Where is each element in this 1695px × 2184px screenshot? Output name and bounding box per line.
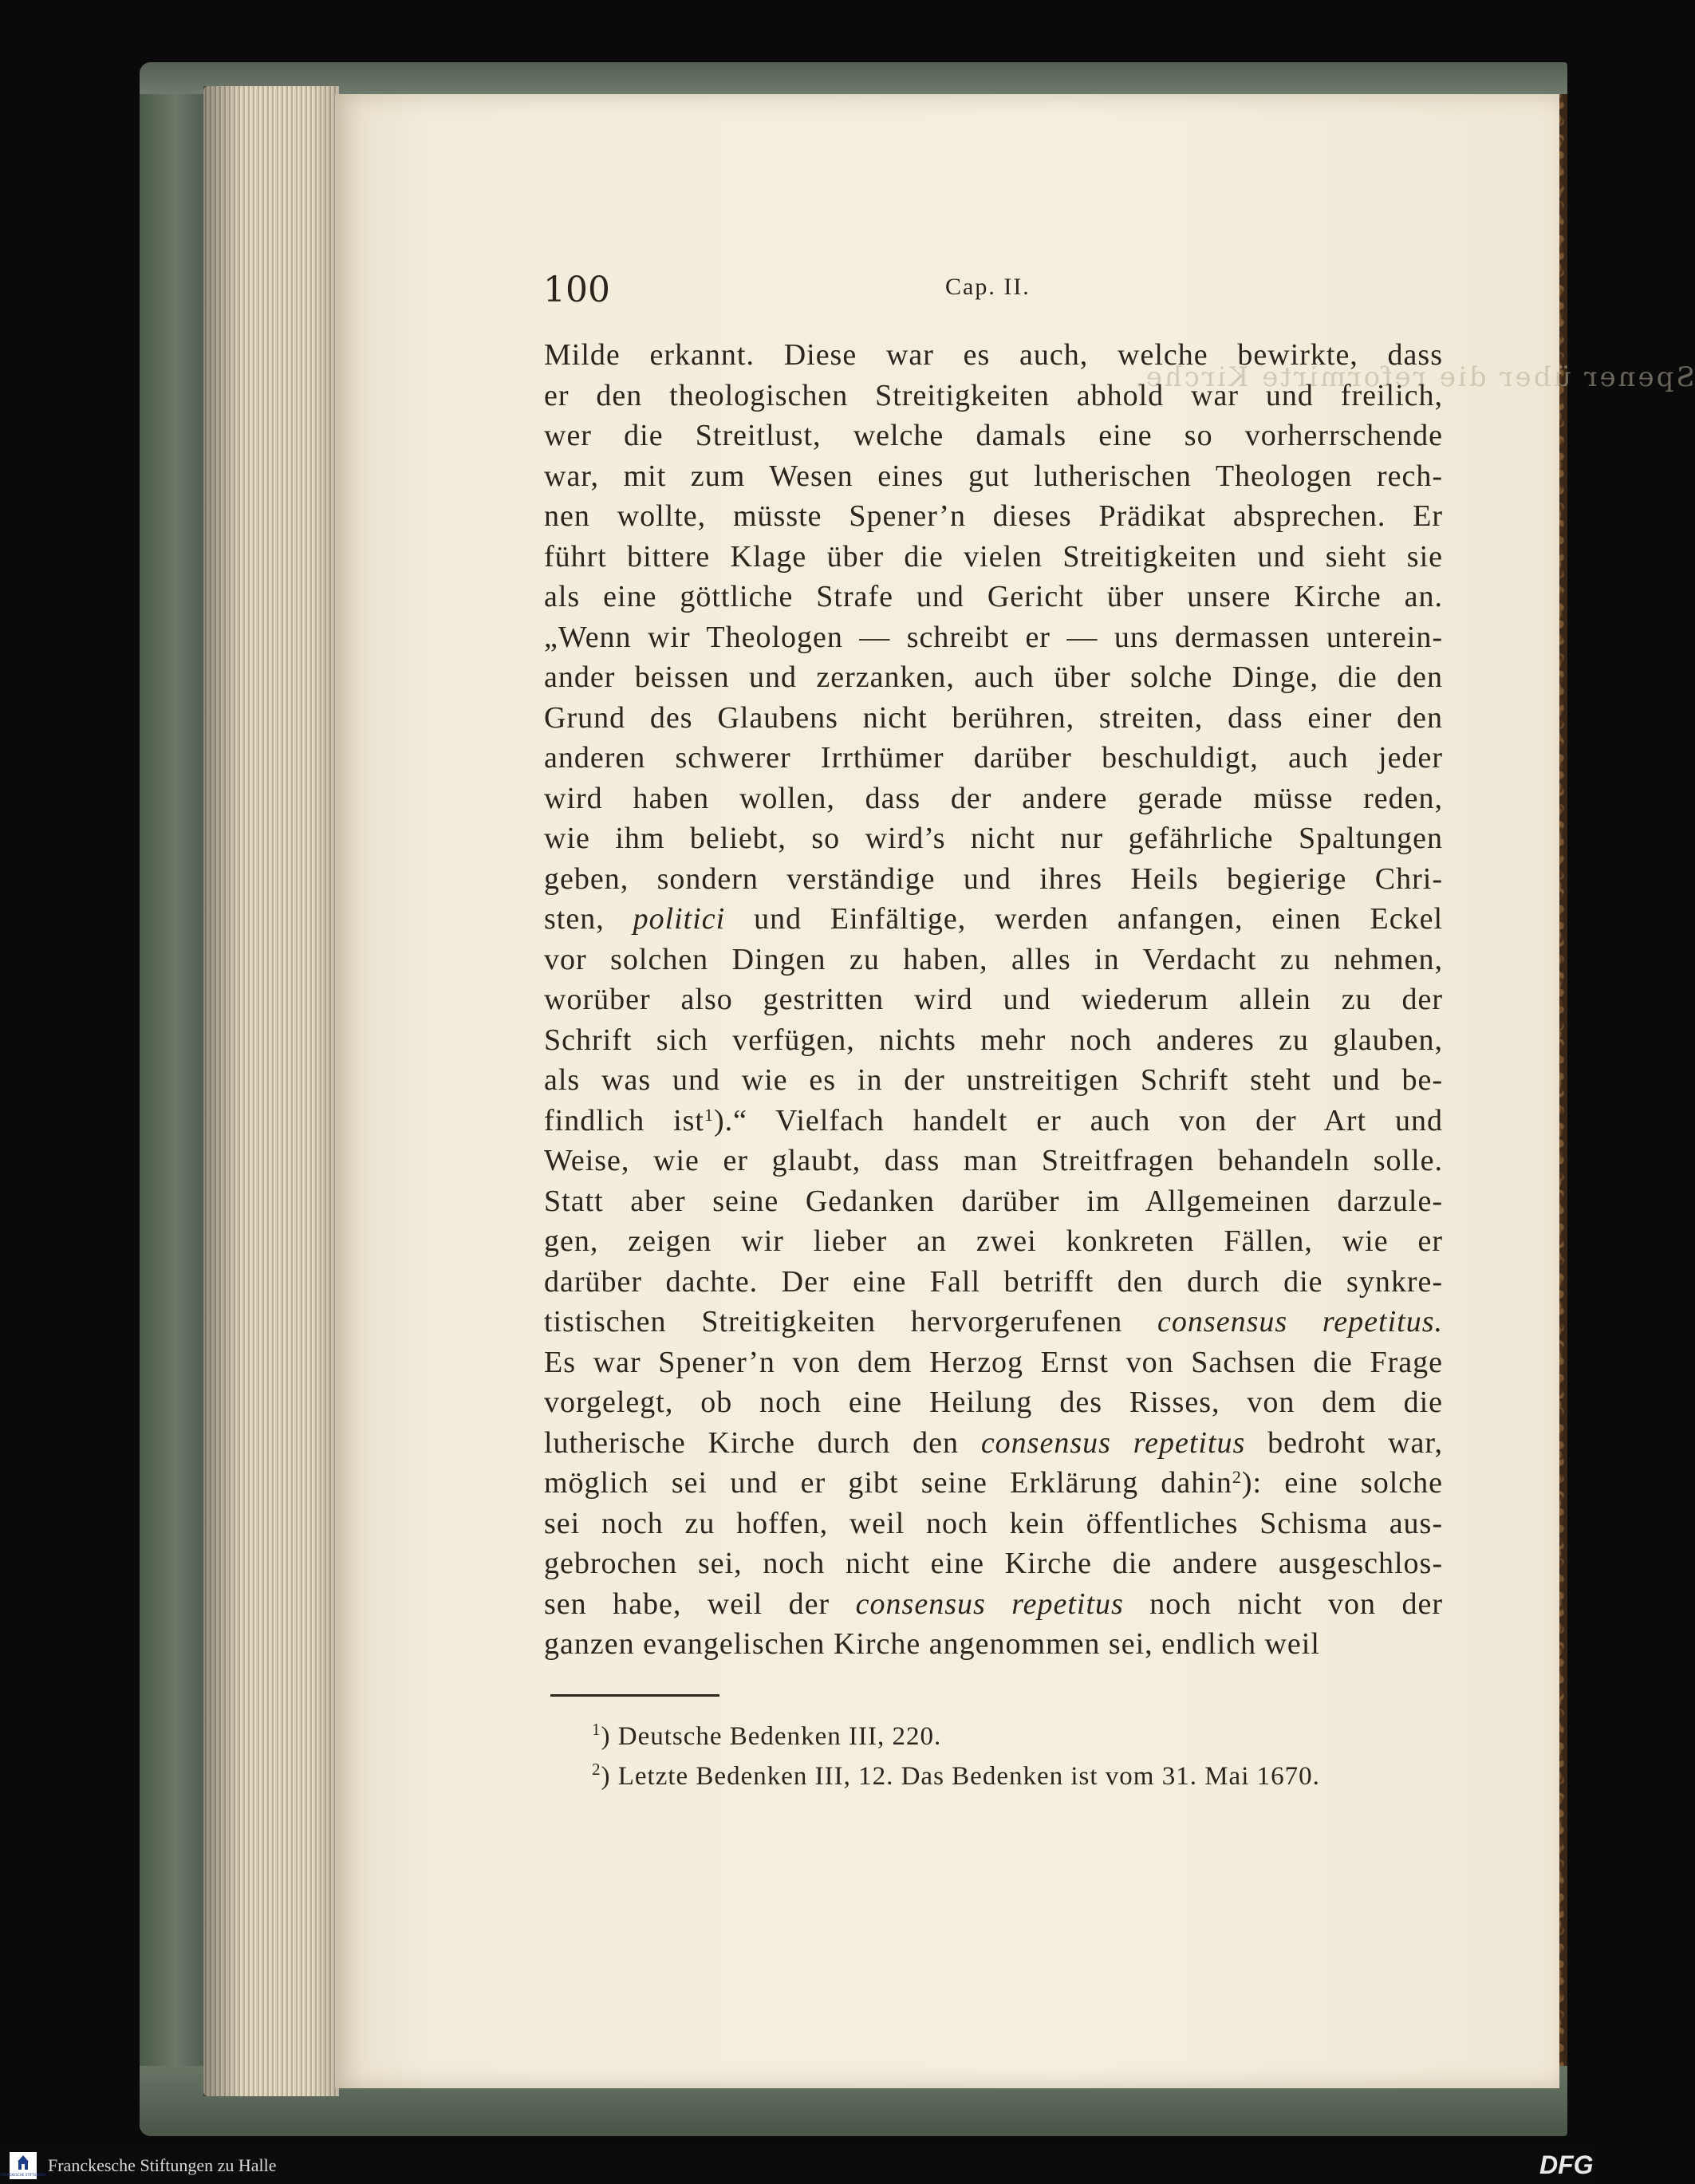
text-line: Grund des Glaubens nicht berühren, streiten, dass einer den xyxy=(544,700,1443,735)
text-line xyxy=(544,1463,1443,1504)
italic-term: politici xyxy=(633,902,726,936)
text-run: findlich ist xyxy=(544,1103,704,1137)
spine-cloth xyxy=(140,62,211,2136)
text-run: sten, xyxy=(544,902,633,936)
text-run: sen habe, weil der xyxy=(544,1587,856,1621)
text-run: tistischen Streitigkeiten hervorgerufenen xyxy=(544,1305,1158,1338)
text-line: als was und wie es in der unstreitigen Schrift steht und be- xyxy=(544,1063,1443,1097)
text-line: Weise, wie er glaubt, dass man Streitfragen behandeln solle. xyxy=(544,1144,1443,1177)
text-line: worüber also gestritten wird und wiederum allein zu der xyxy=(544,983,1443,1016)
running-header: Cap. II. xyxy=(945,274,1031,300)
institution-name[interactable]: Franckesche Stiftungen zu Halle xyxy=(48,2155,277,2175)
footnote-text: ) Deutsche Bedenken III, 220. xyxy=(601,1722,942,1751)
text-line: er den theologischen Streitigkeiten abhold war und freilich, xyxy=(544,378,1443,412)
footnote-ref: 1 xyxy=(704,1104,714,1125)
footnote xyxy=(592,1756,1320,1796)
text-line: nen wollte, müsste Spener’n dieses Prädikat absprechen. Er xyxy=(544,499,1443,533)
text-line: anderen schwerer Irrthümer darüber beschuldigt, auch jeder xyxy=(544,741,1443,775)
text-line: sei noch zu hoffen, weil noch kein öffentliches Schisma aus- xyxy=(544,1506,1443,1540)
text-line: ganzen evangelischen Kirche angenommen sei, endlich weil xyxy=(544,1627,1320,1661)
italic-term: consensus repetitus xyxy=(980,1425,1246,1460)
footnote-rule xyxy=(550,1694,719,1697)
italic-term: consensus repetitus. xyxy=(1157,1305,1444,1338)
footnote-ref: 2 xyxy=(1232,1467,1242,1487)
footnote-mark: 2 xyxy=(592,1760,601,1779)
text-line xyxy=(544,1101,1443,1141)
text-line xyxy=(544,899,1443,940)
text-line: geben, sondern verständige und ihres Heils begierige Chri- xyxy=(544,861,1443,896)
italic-term: consensus repetitus xyxy=(855,1587,1124,1621)
text-line: Schrift sich verfügen, nichts mehr noch anderes zu glauben, xyxy=(544,1023,1443,1057)
dfg-logo[interactable]: DFG xyxy=(1539,2150,1594,2179)
text-line: darüber dachte. Der eine Fall betrifft den durch die synkre- xyxy=(544,1264,1443,1299)
text-line xyxy=(544,1423,1443,1464)
text-line: ander beissen und zerzanken, auch über solche Dinge, die den xyxy=(544,660,1443,694)
text-line: vorgelegt, ob noch eine Heilung des Risses, von dem die xyxy=(544,1386,1443,1419)
footnotes xyxy=(592,1717,1320,1796)
text-line: gebrochen sei, noch nicht eine Kirche die andere ausgeschlos- xyxy=(544,1547,1443,1580)
franckesche-logo-icon[interactable] xyxy=(0,2152,46,2179)
logo-caption: FRANCKESCHE STIFTUNGEN xyxy=(0,2173,46,2177)
text-run: möglich sei und er gibt seine Erklärung dahin xyxy=(544,1466,1232,1500)
text-line: als eine göttliche Strafe und Gericht über unsere Kirche an. xyxy=(544,580,1443,613)
text-line: wird haben wollen, dass der andere gerade müsse reden, xyxy=(544,781,1443,815)
bleed-through-text: Spener über die reformirte Kirche. xyxy=(1133,361,1695,393)
footnote-text: ) Letzte Bedenken III, 12. Das Bedenken ist vom 31. Mai 1670. xyxy=(601,1762,1320,1791)
text-run: und Einfältige, werden anfangen, einen Eckel xyxy=(725,902,1443,936)
text-line: Statt aber seine Gedanken darüber im Allgemeinen darzule- xyxy=(544,1184,1443,1218)
footnote-mark: 1 xyxy=(592,1720,601,1739)
text-line: war, mit zum Wesen eines gut lutherischen Theologen rech- xyxy=(544,459,1443,493)
text-line: Es war Spener’n von dem Herzog Ernst von Sachsen die Frage xyxy=(544,1345,1443,1379)
text-run: noch nicht von der xyxy=(1123,1587,1443,1621)
text-line: führt bittere Klage über die vielen Streitigkeiten und sieht sie xyxy=(544,539,1443,574)
text-run: bedroht war, xyxy=(1245,1425,1443,1460)
text-line: vor solchen Dingen zu haben, alles in Verdacht zu nehmen, xyxy=(544,942,1443,976)
text-line: Milde erkannt. Diese war es auch, welche bewirkte, dass xyxy=(544,338,1443,372)
text-line xyxy=(544,1584,1443,1625)
page-number: 100 xyxy=(543,270,610,310)
footnote xyxy=(592,1717,1320,1756)
text-run: ).“ Vielfach handelt er auch von der Art und xyxy=(713,1103,1443,1137)
text-line xyxy=(544,1302,1443,1342)
text-line: „Wenn wir Theologen — schreibt er — uns dermassen unterein- xyxy=(544,620,1443,654)
text-run: ): eine solche xyxy=(1241,1466,1443,1500)
text-line: gen, zeigen wir lieber an zwei konkreten Fällen, wie er xyxy=(544,1224,1443,1258)
text-run: lutherische Kirche durch den xyxy=(544,1425,981,1460)
top-cloth-edge xyxy=(140,62,1567,94)
body-text xyxy=(544,335,1443,1665)
text-line: wer die Streitlust, welche damals eine so vorherrschende xyxy=(544,419,1443,452)
page-edges xyxy=(203,86,339,2096)
text-line: wie ihm beliebt, so wird’s nicht nur gefährliche Spaltungen xyxy=(544,822,1443,855)
